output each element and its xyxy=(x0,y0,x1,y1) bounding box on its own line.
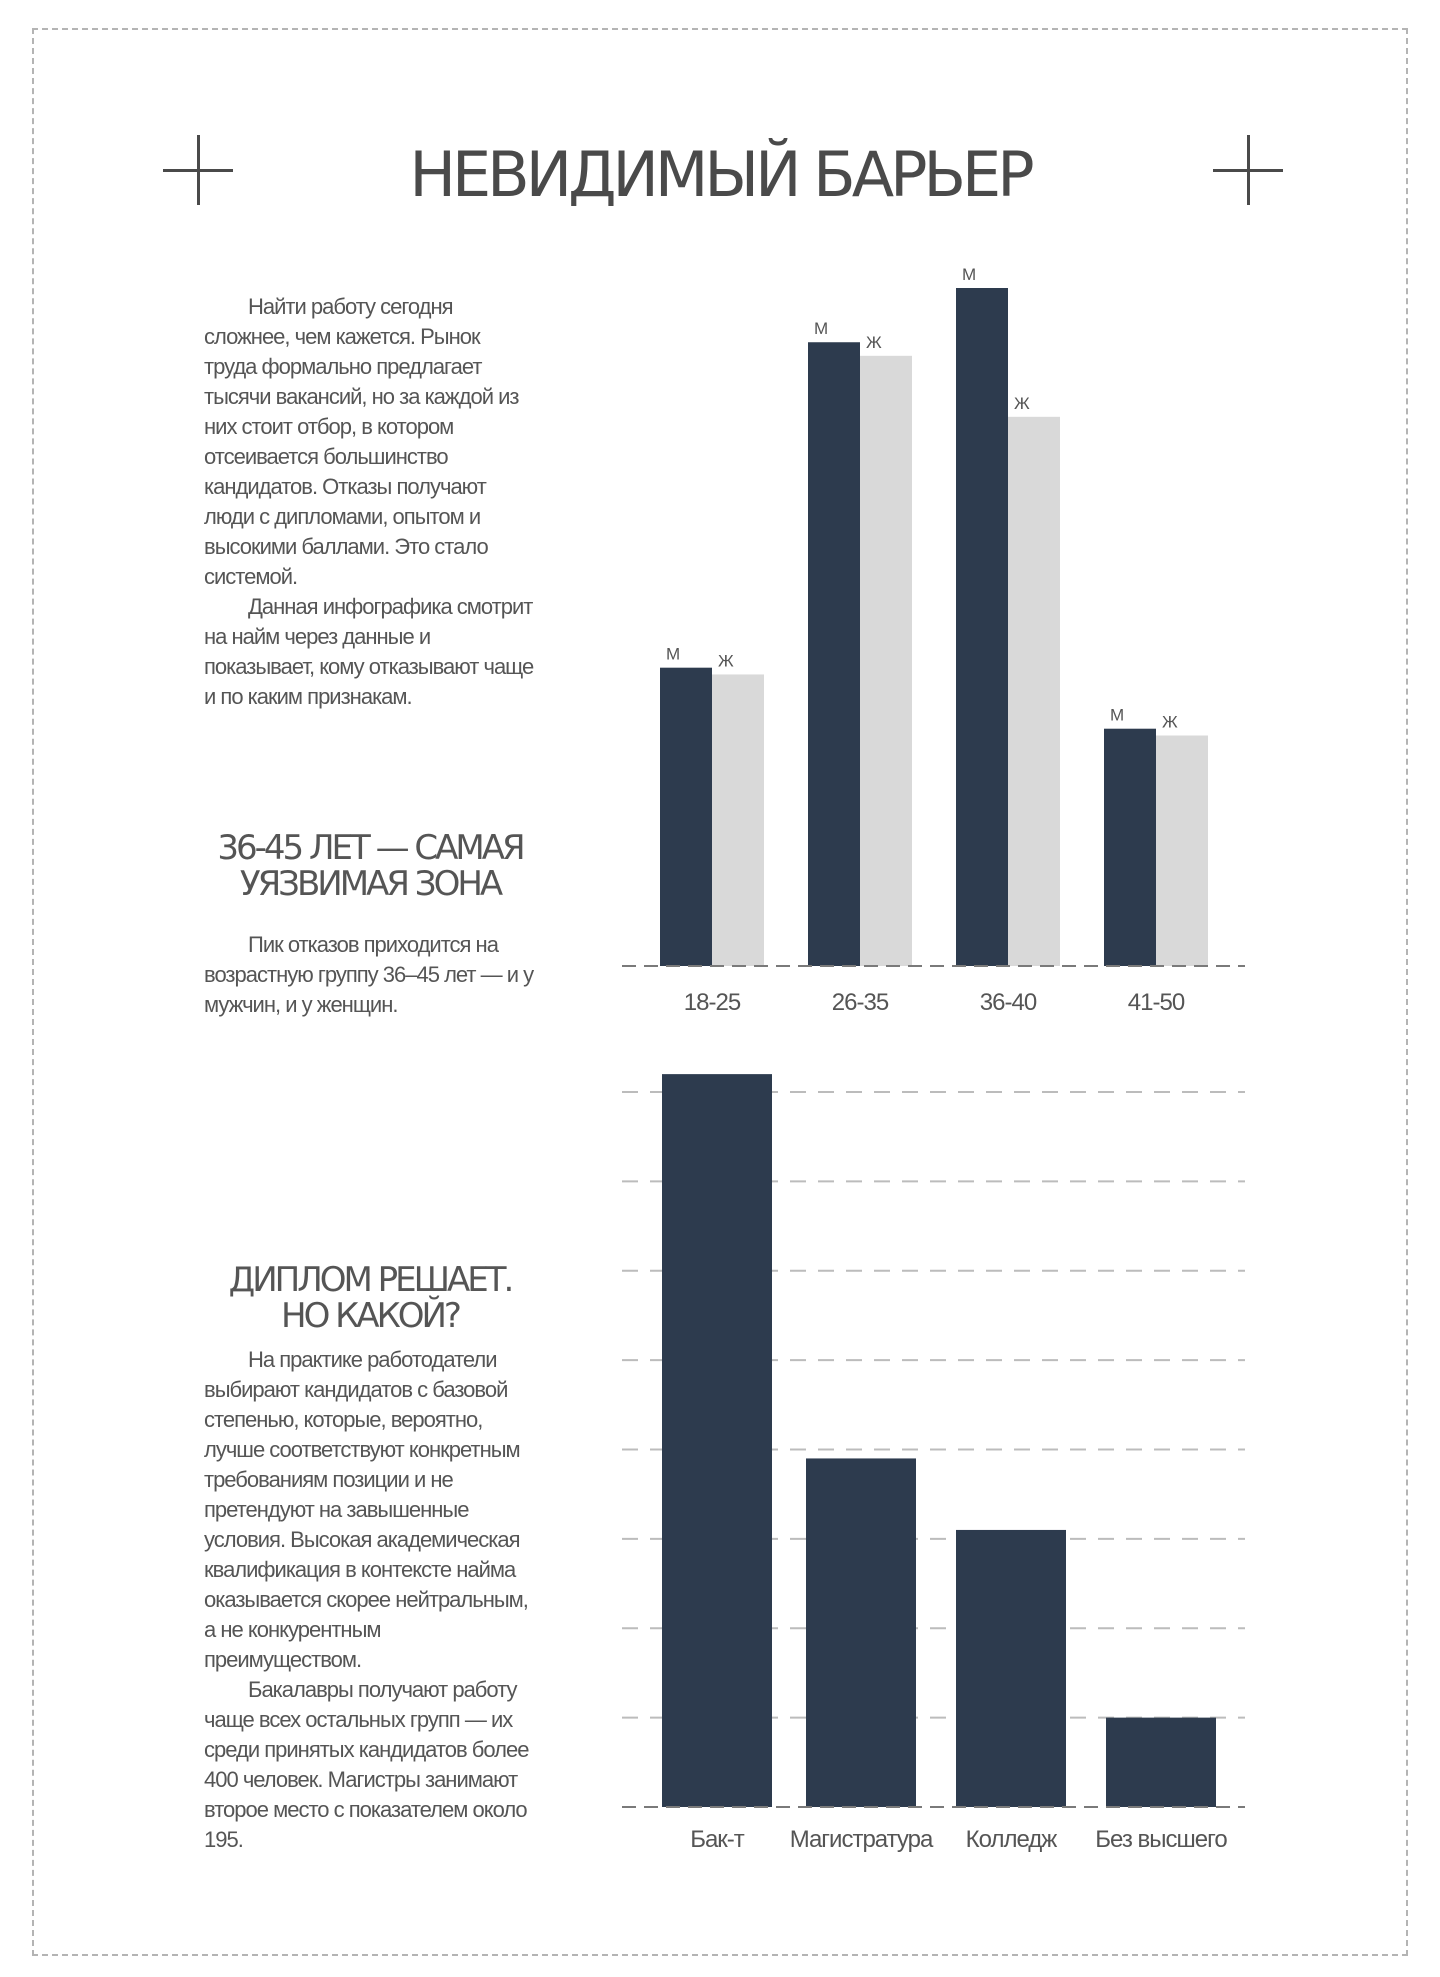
bar-series-label: Ж xyxy=(866,332,882,352)
intro-paragraph: Найти работу сегодня сложнее, чем кажется. Рынок труда формально предлагает тысячи вакансий, но за каждой из них стоит отбор, в котором отсеивается большинство кандидатов. Отказы получают люди с дипломами, опытом и высокими баллами. Это стало системой. xyxy=(204,294,519,589)
x-tick-label: 36-40 xyxy=(979,989,1037,1016)
bar-36-40-Ж xyxy=(1008,417,1060,966)
bar-series-label: Ж xyxy=(1014,393,1030,413)
bar-Магистратура xyxy=(806,1458,916,1807)
x-tick-label: Без высшего xyxy=(1095,1826,1227,1853)
x-tick-label: Бак-т xyxy=(690,1826,744,1853)
diploma-paragraph: На практике работодатели выбирают кандидатов с базовой степенью, которые, вероятно, лучше соответствуют конкретным требованиям позиции и не претендуют на завышенные условия. Высокая академическая квалификация в контексте найма оказывается скорее нейтральным, а не конкурентным преимуществом. xyxy=(204,1347,528,1672)
bar-series-label: М xyxy=(814,319,829,339)
intro-paragraph: Данная инфографика смотрит на найм через данные и показывает, кому отказывают чаще и по каким признакам. xyxy=(204,594,534,709)
bar-series-label: М xyxy=(1110,705,1125,725)
page-title: НЕВИДИМЫЙ БАРЬЕР xyxy=(409,138,1031,211)
bar-Бак-т xyxy=(662,1074,772,1807)
bar-series-label: Ж xyxy=(1162,712,1178,732)
diploma-heading-line: ДИПЛОМ РЕШАЕТ. xyxy=(228,1260,512,1300)
bar-36-40-М xyxy=(956,288,1008,966)
bar-18-25-Ж xyxy=(712,674,764,966)
x-tick-label: Магистратура xyxy=(789,1826,933,1853)
bar-Колледж xyxy=(956,1530,1066,1807)
bar-26-35-Ж xyxy=(860,356,912,966)
age-heading-line: 36-45 ЛЕТ — САМАЯ xyxy=(217,828,523,868)
bar-Без высшего xyxy=(1106,1718,1216,1807)
bar-18-25-М xyxy=(660,668,712,966)
bar-41-50-Ж xyxy=(1156,735,1208,966)
diploma-paragraph: Бакалавры получают работу чаще всех остальных групп — их среди принятых кандидатов более 400 человек. Магистры занимают второе место с показателем около 195. xyxy=(204,1677,529,1852)
x-tick-label: Колледж xyxy=(965,1826,1057,1853)
bar-series-label: М xyxy=(666,644,681,664)
diploma-heading-line: НО КАКОЙ? xyxy=(281,1296,459,1336)
x-tick-label: 18-25 xyxy=(683,989,741,1016)
bar-41-50-М xyxy=(1104,729,1156,966)
bar-series-label: Ж xyxy=(718,651,734,671)
bar-series-label: М xyxy=(962,265,977,284)
age-heading-line: УЯЗВИМАЯ ЗОНА xyxy=(239,864,501,904)
x-tick-label: 41-50 xyxy=(1127,989,1185,1016)
bar-26-35-М xyxy=(808,342,860,966)
age-paragraph: Пик отказов приходится на возрастную группу 36–45 лет — и у мужчин, и у женщин. xyxy=(204,932,534,1017)
x-tick-label: 26-35 xyxy=(831,989,889,1016)
